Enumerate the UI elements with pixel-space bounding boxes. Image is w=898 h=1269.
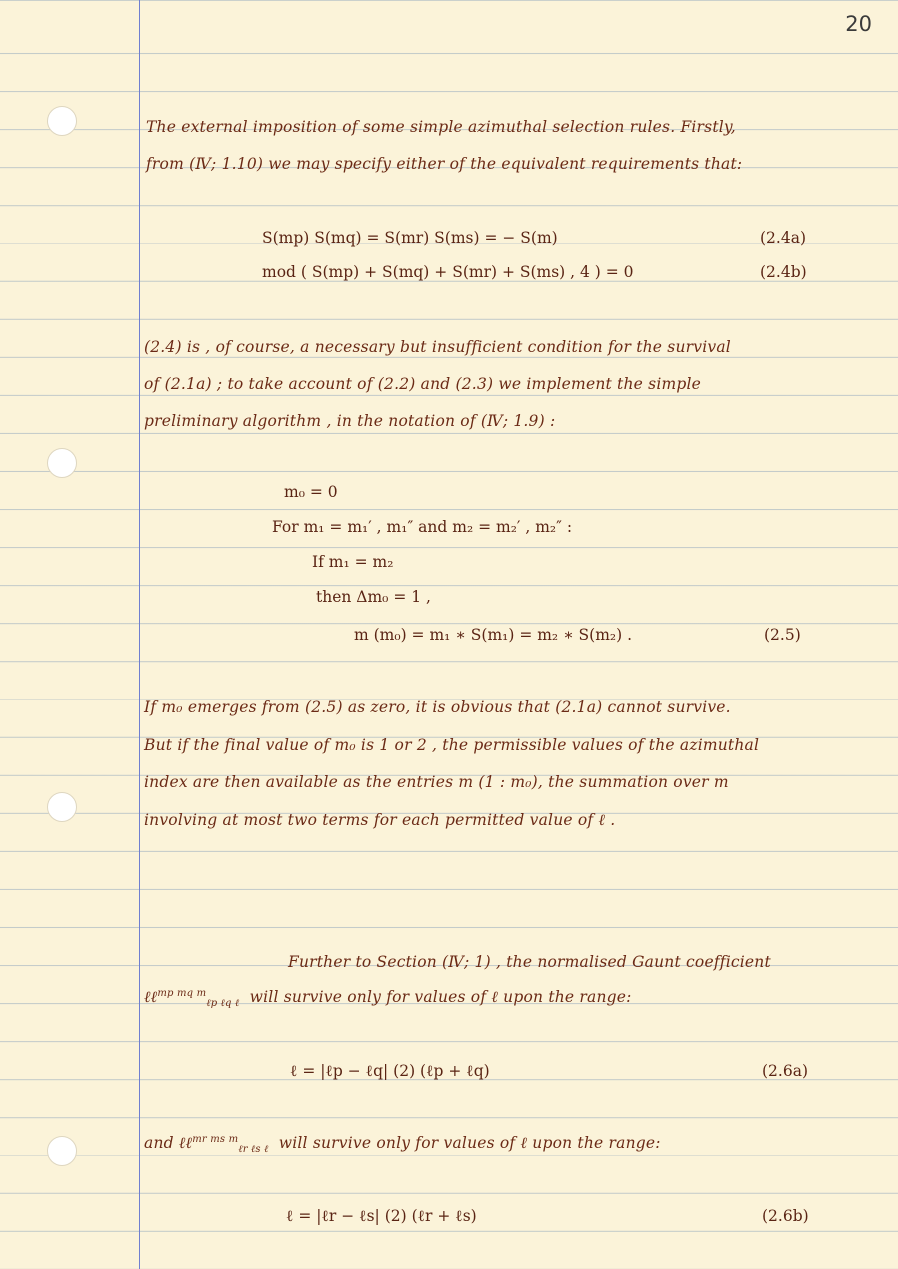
equation-number: (2.5) [764,626,801,644]
text-line: The external imposition of some simple azimuthal selection rules. Firstly, [146,118,736,136]
equation-number: (2.6a) [762,1062,808,1080]
equation-2-6a: ℓ = |ℓp − ℓq| (2) (ℓp + ℓq) [290,1062,490,1080]
text-span: will survive only for values of ℓ upon the range: [249,988,632,1007]
equation-2-4a: S(mp) S(mq) = S(mr) S(ms) = − S(m) [262,229,558,247]
text-line [144,988,632,1009]
text-line: But if the final value of m₀ is 1 or 2 , the permissible values of the azimuthal [144,736,760,754]
gaunt-coefficient: ℓℓ$^{mp mq m}_{\ell p \ell q \ell}$ [144,988,240,1010]
punch-hole [47,106,77,136]
text-line: index are then available as the entries m (1 : m₀), the summation over m [144,773,729,791]
text-line: from (Ⅳ; 1.10) we may specify either of the equivalent requirements that: [146,155,743,173]
text-line: (2.4) is , of course, a necessary but insufficient condition for the survival [144,338,731,356]
punch-hole [47,448,77,478]
equation-number: (2.6b) [762,1207,809,1225]
equation-number: (2.4b) [760,263,807,281]
text-line: If m₀ emerges from (2.5) as zero, it is obvious that (2.1a) cannot survive. [144,698,731,716]
text-line: involving at most two terms for each permitted value of ℓ . [144,811,616,829]
equation-2-6b: ℓ = |ℓr − ℓs| (2) (ℓr + ℓs) [286,1207,477,1225]
algorithm-line: m₀ = 0 [284,483,338,501]
algorithm-line: For m₁ = m₁′ , m₁″ and m₂ = m₂′ , m₂″ : [272,518,573,536]
text-line: preliminary algorithm , in the notation of (Ⅳ; 1.9) : [144,412,556,430]
text-line: of (2.1a) ; to take account of (2.2) and (2.3) we implement the simple [144,375,702,393]
text-span: will survive only for values of ℓ upon the range: [278,1134,661,1153]
text-span: and [144,1134,174,1153]
punch-hole [47,1136,77,1166]
algorithm-line: then Δm₀ = 1 , [316,588,431,606]
equation-2-4b: mod ( S(mp) + S(mq) + S(mr) + S(ms) , 4 ) = 0 [262,263,634,281]
text-line: Further to Section (Ⅳ; 1) , the normalised Gaunt coefficient [288,953,771,971]
page-number: 20 [845,12,872,36]
margin-line [139,0,140,1269]
gaunt-coefficient: ℓℓ$^{mr ms m}_{\ell r \ell s \ell}$ [178,1134,269,1156]
equation-number: (2.4a) [760,229,806,247]
punch-hole [47,792,77,822]
text-line [144,1134,661,1155]
algorithm-line: m (m₀) = m₁ ∗ S(m₁) = m₂ ∗ S(m₂) . [354,626,633,644]
algorithm-line: If m₁ = m₂ [312,553,394,571]
